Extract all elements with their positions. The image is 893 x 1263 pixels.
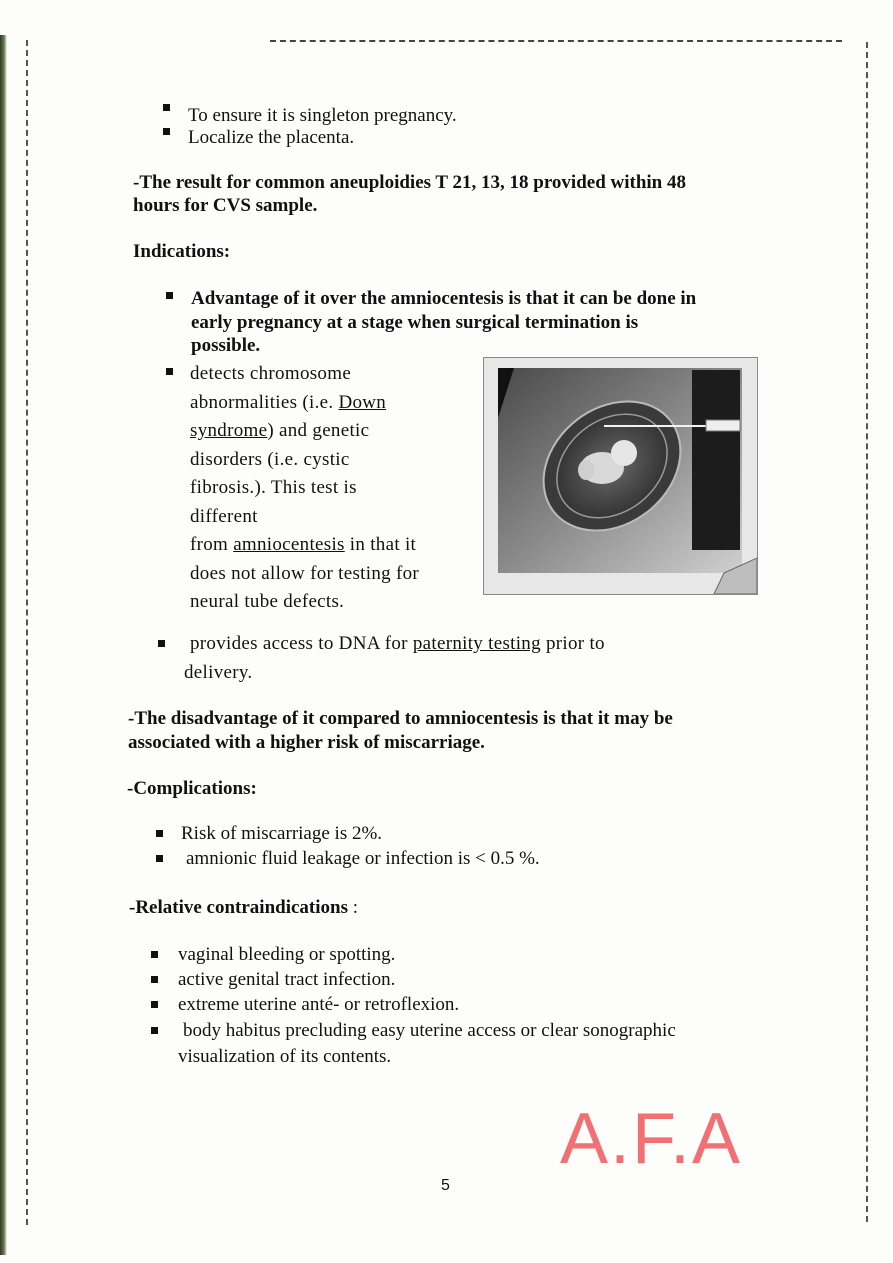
list-item: Risk of miscarriage is 2%. bbox=[181, 823, 383, 844]
page-border-right bbox=[866, 42, 868, 1222]
page-border-left bbox=[26, 40, 28, 1225]
bullet-icon bbox=[166, 292, 173, 299]
complications-heading: -Complications: bbox=[127, 778, 257, 799]
detects-line: detects chromosome bbox=[190, 363, 352, 384]
cvs-illustration bbox=[483, 357, 758, 595]
bullet-icon bbox=[163, 128, 170, 135]
watermark-initials: A.F.A bbox=[560, 1099, 743, 1179]
detects-line: from amniocentesis in that it bbox=[190, 534, 417, 555]
list-item: vaginal bleeding or spotting. bbox=[178, 944, 396, 965]
cvs-illustration-graphic bbox=[484, 358, 757, 594]
detects-line: syndrome) and genetic bbox=[190, 420, 370, 441]
indications-heading: Indications: bbox=[133, 241, 231, 262]
bullet-icon bbox=[156, 830, 163, 837]
scan-edge-shadow bbox=[0, 35, 7, 1255]
down-syndrome-link[interactable]: syndrome bbox=[190, 420, 268, 441]
list-item: To ensure it is singleton pregnancy. bbox=[188, 105, 457, 126]
list-item-continuation: visualization of its contents. bbox=[178, 1046, 392, 1067]
paternity-testing-link[interactable]: paternity testing bbox=[412, 633, 541, 654]
list-item: Localize the placenta. bbox=[188, 127, 355, 148]
bullet-icon bbox=[151, 951, 158, 958]
bullet-icon bbox=[151, 976, 158, 983]
page-border-top bbox=[270, 40, 842, 42]
detects-line: abnormalities (i.e. Down bbox=[190, 392, 387, 413]
down-syndrome-link[interactable]: Down bbox=[338, 392, 387, 413]
detects-line: neural tube defects. bbox=[190, 591, 345, 612]
list-item: active genital tract infection. bbox=[178, 969, 396, 990]
detects-line: different bbox=[190, 506, 258, 527]
disadvantage-line: -The disadvantage of it compared to amniocentesis is that it may be bbox=[128, 708, 673, 729]
detects-line: fibrosis.). This test is bbox=[190, 477, 357, 498]
list-item: extreme uterine anté- or retroflexion. bbox=[178, 994, 460, 1015]
disadvantage-line: associated with a higher risk of miscarriage. bbox=[128, 732, 485, 753]
list-item: amnionic fluid leakage or infection is < 0.5 %. bbox=[186, 848, 540, 869]
advantage-line: Advantage of it over the amniocentesis is that it can be done in bbox=[191, 288, 697, 309]
bullet-icon bbox=[156, 855, 163, 862]
advantage-line: early pregnancy at a stage when surgical termination is bbox=[191, 312, 639, 333]
list-item: body habitus precluding easy uterine access or clear sonographic bbox=[183, 1020, 676, 1041]
detects-line: disorders (i.e. cystic bbox=[190, 449, 350, 470]
bullet-icon bbox=[158, 640, 165, 647]
advantage-line: possible. bbox=[191, 335, 261, 356]
paternity-line: provides access to DNA for paternity testing prior to bbox=[190, 633, 605, 654]
page-number: 5 bbox=[441, 1177, 450, 1194]
result-note-line: hours for CVS sample. bbox=[133, 195, 318, 216]
contraindications-heading: -Relative contraindications : bbox=[129, 897, 359, 918]
amniocentesis-link[interactable]: amniocentesis bbox=[233, 534, 345, 555]
detects-line: does not allow for testing for bbox=[190, 563, 420, 584]
bullet-icon bbox=[166, 368, 173, 375]
paternity-line: delivery. bbox=[184, 662, 253, 683]
bullet-icon bbox=[163, 104, 170, 111]
bullet-icon bbox=[151, 1001, 158, 1008]
bullet-icon bbox=[151, 1027, 158, 1034]
result-note-line: -The result for common aneuploidies T 21, 13, 18 provided within 48 bbox=[133, 172, 687, 193]
